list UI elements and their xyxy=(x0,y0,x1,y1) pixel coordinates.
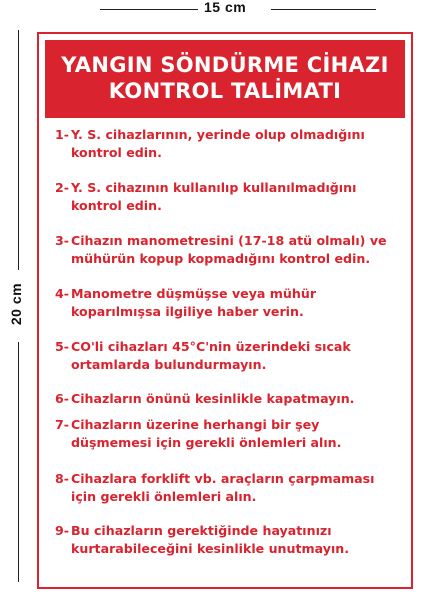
instruction-text: Cihazların üzerine herhangi bir şey düşmemesi için gerekli önlemleri alın. xyxy=(71,417,342,450)
instruction-sign xyxy=(37,32,413,589)
instruction-text: Manometre düşmüşse veya mühür koparılmışsa ilgiliye haber verin. xyxy=(71,286,317,319)
instruction-text: Cihazların önünü kesinlikle kapatmayın. xyxy=(71,391,355,406)
instruction-number: 6- xyxy=(55,391,69,406)
instruction-item xyxy=(55,179,403,215)
sign-title-line-1: YANGIN SÖNDÜRME CİHAZI xyxy=(61,53,389,77)
width-dimension-line-right xyxy=(271,9,376,10)
height-dimension-label: 20 cm xyxy=(8,282,24,326)
instruction-item xyxy=(55,126,403,162)
instruction-number: 1- xyxy=(55,127,69,142)
instruction-number: 8- xyxy=(55,471,69,486)
instruction-item xyxy=(55,416,403,452)
instruction-number: 4- xyxy=(55,286,69,301)
width-dimension-line-left xyxy=(100,9,198,10)
instruction-number: 9- xyxy=(55,523,69,538)
instruction-item xyxy=(55,390,403,408)
instruction-text: Cihazlara forklift vb. araçların çarpmaması için gerekli önlemleri alın. xyxy=(71,471,375,504)
instruction-number: 3- xyxy=(55,233,69,248)
instruction-text: Y. S. cihazının kullanılıp kullanılmadığını kontrol edin. xyxy=(71,180,357,213)
instruction-text: Bu cihazların gerektiğinde hayatınızı kurtarabileceğini kesinlikle unutmayın. xyxy=(71,523,350,556)
instruction-number: 5- xyxy=(55,339,69,354)
instruction-text: CO'li cihazları 45°C'nin üzerindeki sıcak ortamlarda bulundurmayın. xyxy=(71,339,351,372)
instruction-item xyxy=(55,232,403,268)
instruction-item xyxy=(55,338,403,374)
instruction-number: 2- xyxy=(55,180,69,195)
instruction-item xyxy=(55,285,403,321)
height-dimension-line-top xyxy=(18,30,19,270)
height-dimension xyxy=(0,30,28,600)
sign-title-line-2: KONTROL TALİMATI xyxy=(108,79,342,103)
width-dimension xyxy=(100,0,376,14)
width-dimension-label: 15 cm xyxy=(204,0,247,15)
instruction-text: Y. S. cihazlarının, yerinde olup olmadığını kontrol edin. xyxy=(71,127,365,160)
height-dimension-line-bottom xyxy=(18,342,19,582)
instruction-number: 7- xyxy=(55,417,69,432)
instruction-text: Cihazın manometresini (17-18 atü olmalı) ve mühürün kopup kopmadığını kontrol edin. xyxy=(71,233,387,266)
instruction-item xyxy=(55,470,403,506)
instruction-item xyxy=(55,522,403,558)
sign-title xyxy=(45,40,405,118)
